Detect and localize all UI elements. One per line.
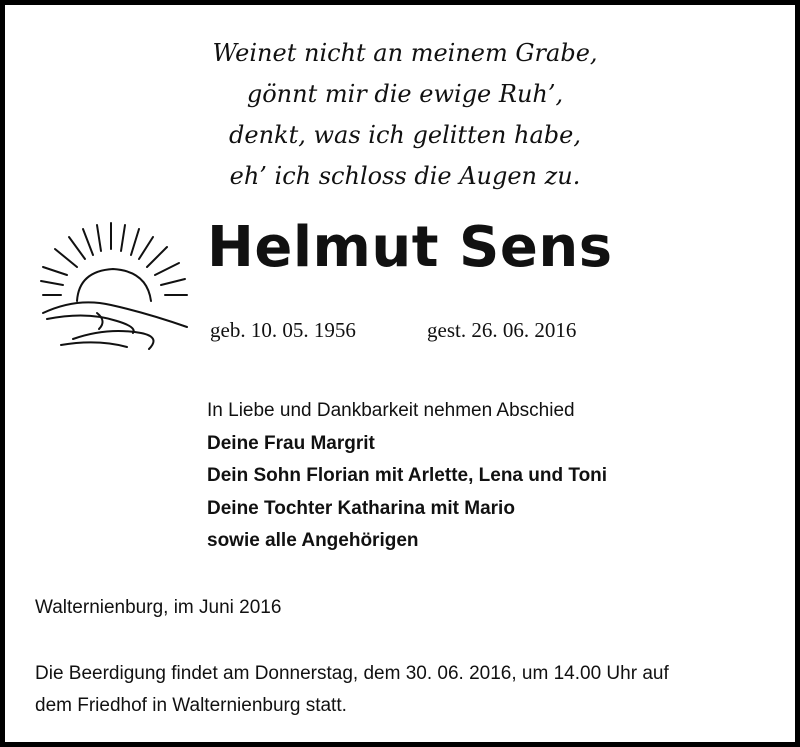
mourner-line: Dein Sohn Florian mit Arlette, Lena und Toni: [207, 465, 608, 486]
birth-date: geb. 10. 05. 1956: [210, 318, 356, 342]
poem-line: denkt, was ich gelitten habe,: [229, 121, 581, 149]
funeral-info: [35, 658, 785, 722]
mourner-line: Deine Frau Margrit: [207, 432, 375, 454]
funeral-line: Die Beerdigung findet am Donnerstag, dem 30. 06. 2016, um 14.00 Uhr auf: [35, 663, 669, 684]
mourners-block: [207, 395, 607, 558]
mourner-line: sowie alle Angehörigen: [207, 530, 419, 551]
poem: [5, 33, 800, 197]
poem-line: gönnt mir die ewige Ruh’,: [246, 80, 564, 108]
deceased-name: Helmut Sens: [207, 215, 613, 280]
mourner-line: Deine Tochter Katharina mit Mario: [207, 497, 515, 519]
mourners-intro: In Liebe und Dankbarkeit nehmen Abschied: [207, 400, 575, 421]
death-date: gest. 26. 06. 2016: [427, 318, 577, 342]
setting-sun-icon: [37, 215, 197, 355]
place-date: Walternienburg, im Juni 2016: [35, 597, 282, 618]
funeral-line: dem Friedhof in Walternienburg statt.: [35, 695, 347, 716]
poem-line: Weinet nicht an meinem Grabe,: [212, 39, 598, 67]
poem-line: eh’ ich schloss die Augen zu.: [229, 162, 581, 190]
